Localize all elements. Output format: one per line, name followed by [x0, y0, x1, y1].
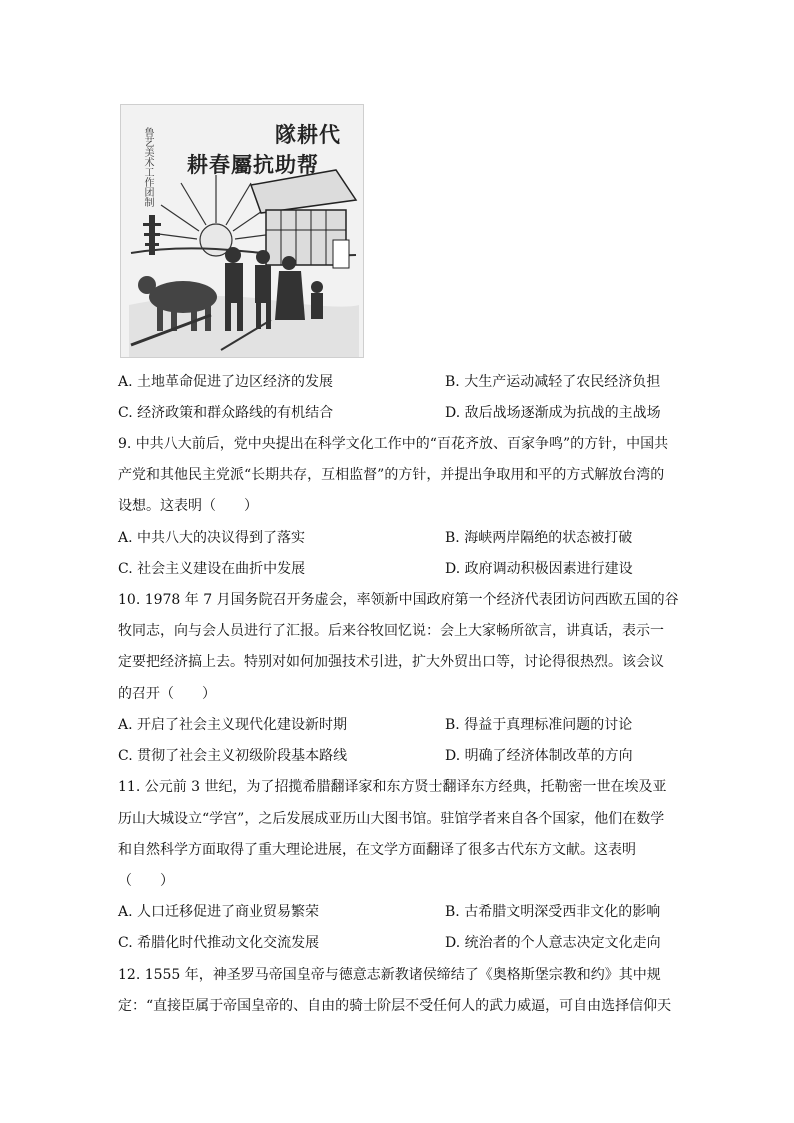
q8-option-a: A. 土地革命促进了边区经济的发展: [118, 374, 334, 390]
q11-stem-line-1: 11. 公元前 3 世纪，为了招揽希腊翻译家和东方贤士翻译东方经典，托勒密一世在埃及亚: [118, 779, 667, 795]
q8-option-c: C. 经济政策和群众路线的有机结合: [118, 405, 334, 421]
q11-option-c: C. 希腊化时代推动文化交流发展: [118, 935, 320, 951]
q10-stem-line-2: 牧同志，向与会人员进行了汇报。后来谷牧回忆说：会上大家畅所欲言，讲真话，表示一: [118, 623, 664, 639]
q10-option-c: C. 贯彻了社会主义初级阶段基本路线: [118, 748, 348, 764]
q10-option-a: A. 开启了社会主义现代化建设新时期: [118, 717, 348, 733]
q8-option-b: B. 大生产运动减轻了农民经济负担: [445, 374, 661, 390]
q12-stem-line-1: 12. 1555 年，神圣罗马帝国皇帝与德意志新教诸侯缔结了《奥格斯堡宗教和约》其中规: [118, 967, 661, 983]
q11-stem-line-3: 和自然科学方面取得了重大理论进展，在文学方面翻译了很多古代东方文献。这表明: [118, 842, 636, 858]
woodcut-title-line1: 隊耕代: [275, 122, 341, 147]
q9-option-c: C. 社会主义建设在曲折中发展: [118, 561, 306, 577]
q9-stem-line-1: 9. 中共八大前后，党中央提出在科学文化工作中的“百花齐放、百家争鸣”的方针，中国共: [118, 436, 669, 452]
q9-option-a: A. 中共八大的决议得到了落实: [118, 530, 306, 546]
woodcut-title-line2: 耕春屬抗助帮: [187, 152, 319, 177]
q11-stem-line-4: （ ）: [118, 873, 174, 889]
q10-option-b: B. 得益于真理标准问题的讨论: [445, 717, 633, 733]
q10-option-d: D. 明确了经济体制改革的方向: [445, 748, 633, 764]
q10-stem-line-4: 的召开（ ）: [118, 686, 216, 702]
woodcut-side-caption: 鲁艺美术工作团制: [142, 127, 153, 207]
q9-option-b: B. 海峡两岸隔绝的状态被打破: [445, 530, 633, 546]
q9-option-d: D. 政府调动积极因素进行建设: [445, 561, 633, 577]
q11-option-a: A. 人口迁移促进了商业贸易繁荣: [118, 904, 320, 920]
q9-stem-line-3: 设想。这表明（ ）: [118, 498, 258, 514]
q12-stem-line-2: 定：“直接臣属于帝国皇帝的、自由的骑士阶层不受任何人的武力威逼，可自由选择信仰天: [118, 998, 672, 1014]
woodcut-illustration: [120, 104, 364, 358]
q11-option-d: D. 统治者的个人意志决定文化走向: [445, 935, 661, 951]
q11-stem-line-2: 历山大城设立“学宫”，之后发展成亚历山大图书馆。驻馆学者来自各个国家，他们在数学: [118, 811, 665, 827]
q10-stem-line-3: 定要把经济搞上去。特别对如何加强技术引进，扩大外贸出口等，讨论得很热烈。该会议: [118, 654, 664, 670]
q8-option-d: D. 敌后战场逐渐成为抗战的主战场: [445, 405, 661, 421]
q11-option-b: B. 古希腊文明深受西非文化的影响: [445, 904, 661, 920]
q9-stem-line-2: 产党和其他民主党派“长期共存，互相监督”的方针，并提出争取用和平的方式解放台湾的: [118, 467, 665, 483]
q10-stem-line-1: 10. 1978 年 7 月国务院召开务虚会，率领新中国政府第一个经济代表团访问西欧五国的谷: [118, 592, 679, 608]
